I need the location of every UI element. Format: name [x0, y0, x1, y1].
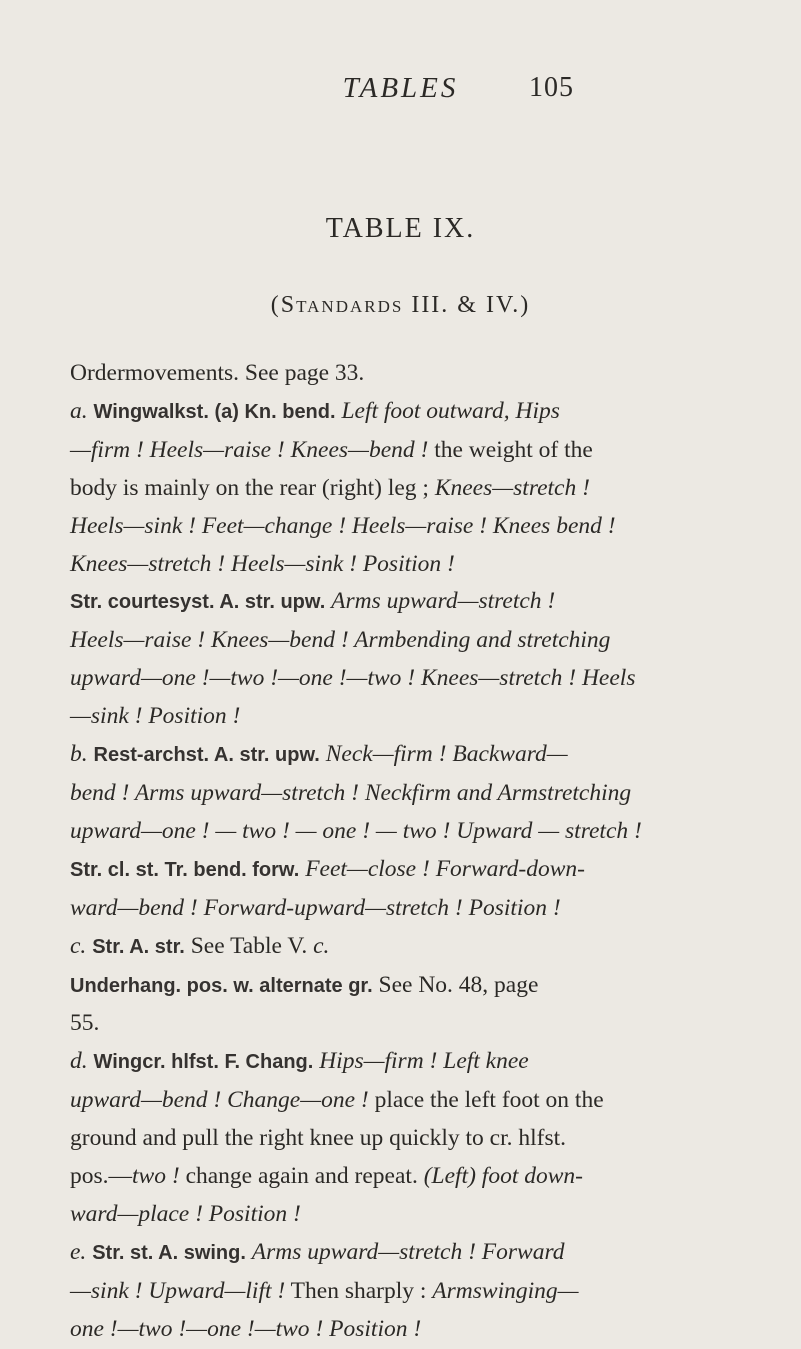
italic-text: upward—one !—two !—one !—two ! Knees—stretch ! Heels — [70, 665, 636, 692]
italic-text: one !—two !—one !—two ! Position ! — [70, 1315, 422, 1342]
table-title: TABLE IX. — [325, 213, 476, 244]
text-line — [70, 1005, 725, 1043]
text-line — [70, 851, 725, 890]
paragraph — [70, 1043, 725, 1234]
text-line — [70, 1234, 725, 1273]
text-line — [70, 546, 725, 584]
paragraph — [70, 851, 725, 928]
plain-text: change again and repeat. — [179, 1163, 424, 1190]
italic-text: a. — [70, 397, 94, 424]
command-text: Str. st. A. swing. — [92, 1241, 246, 1264]
text-line — [70, 432, 725, 470]
plain-text: Ordermovements. See page 33. — [70, 360, 365, 386]
text-line — [70, 1158, 725, 1196]
italic-text: Knees—stretch ! Heels—sink ! Position ! — [70, 550, 455, 577]
paragraph — [70, 736, 725, 851]
text-line — [70, 775, 725, 813]
italic-text: two ! — [132, 1163, 180, 1190]
plain-text: the weight of the — [428, 436, 593, 463]
text-line — [70, 508, 725, 546]
italic-text: Feet—close ! Forward-down- — [305, 855, 585, 882]
paragraph — [70, 583, 725, 736]
italic-text: d. — [70, 1048, 94, 1075]
page-number: 105 — [529, 72, 574, 103]
plain-text: pos.— — [70, 1163, 133, 1190]
text-line — [70, 1196, 725, 1234]
italic-text: upward—bend ! Change—one ! — [70, 1087, 369, 1114]
text-line — [70, 583, 725, 622]
text-line — [70, 660, 725, 698]
command-text: Underhang. pos. w. alternate gr. — [70, 974, 373, 997]
italic-text: —firm ! Heels—raise ! Knees—bend ! — [70, 436, 429, 463]
italic-text: Arms upward—stretch ! — [331, 588, 556, 615]
command-text: Wingcr. hlfst. F. Chang. — [93, 1051, 314, 1074]
text-line — [70, 813, 725, 851]
italic-text: —sink ! Position ! — [70, 703, 241, 730]
italic-text: Hips—firm ! Left knee — [319, 1048, 529, 1075]
text-line — [70, 890, 725, 928]
paragraph — [70, 393, 725, 584]
italic-text: upward—one ! — two ! — one ! — two ! Upward — stretch ! — [70, 817, 642, 844]
command-text: Str. A. str. — [92, 935, 185, 958]
plain-text: 55. — [70, 1010, 100, 1037]
plain-text: See No. 48, page — [372, 971, 539, 998]
italic-text: (Left) foot down- — [423, 1163, 583, 1190]
paragraph — [70, 1234, 725, 1349]
command-text: Str. cl. st. Tr. bend. forw. — [70, 858, 300, 881]
italic-text: Left foot outward, Hips — [341, 397, 560, 424]
text-line — [70, 355, 725, 393]
text-line — [70, 622, 725, 660]
paragraph — [70, 355, 725, 393]
text-line — [70, 470, 725, 508]
command-text: Rest-archst. A. str. upw. — [93, 744, 320, 767]
italic-text: b. — [70, 741, 94, 768]
table-subtitle: (Standards III. & IV.) — [270, 292, 531, 318]
italic-text: ward—bend ! Forward-upward—stretch ! Position ! — [70, 894, 561, 921]
text-line — [70, 1311, 725, 1349]
italic-text: e. — [70, 1238, 93, 1265]
text-line — [70, 736, 725, 775]
text-line — [70, 1273, 725, 1311]
plain-text: body is mainly on the rear (right) leg ; — [70, 474, 435, 501]
italic-text: Armswinging— — [432, 1277, 579, 1304]
italic-text: bend ! Arms upward—stretch ! Neckfirm and Armstretching — [70, 779, 632, 806]
text-line — [70, 967, 725, 1006]
italic-text: ward—place ! Position ! — [70, 1200, 301, 1227]
italic-text: c. — [313, 932, 330, 959]
italic-text: —sink ! Upward—lift ! — [70, 1277, 286, 1304]
text-line — [70, 1043, 725, 1082]
text-line — [70, 1082, 725, 1120]
italic-text: Heels—raise ! Knees—bend ! Armbending and stretching — [70, 627, 611, 654]
text-line — [70, 698, 725, 736]
text-line — [70, 928, 725, 967]
plain-text: Then sharply : — [285, 1277, 433, 1304]
text-line — [70, 1120, 725, 1158]
plain-text: See Table V. — [184, 932, 314, 959]
exercise-text — [70, 355, 725, 1349]
plain-text: place the left foot on the — [368, 1087, 604, 1114]
italic-text: c. — [70, 932, 93, 959]
running-title: TABLES — [342, 72, 459, 104]
command-text: Wingwalkst. (a) Kn. bend. — [93, 400, 336, 423]
italic-text: Neck—firm ! Backward— — [325, 741, 568, 768]
italic-text: Arms upward—stretch ! Forward — [251, 1238, 565, 1265]
paragraph — [70, 928, 725, 1044]
command-text: Str. courtesyst. A. str. upw. — [70, 591, 326, 614]
italic-text: Knees—stretch ! — [434, 474, 590, 501]
text-line — [70, 393, 725, 432]
plain-text: ground and pull the right knee up quickly to cr. hlfst. — [70, 1125, 567, 1152]
italic-text: Heels—sink ! Feet—change ! Heels—raise ! Knees bend ! — [70, 512, 616, 539]
